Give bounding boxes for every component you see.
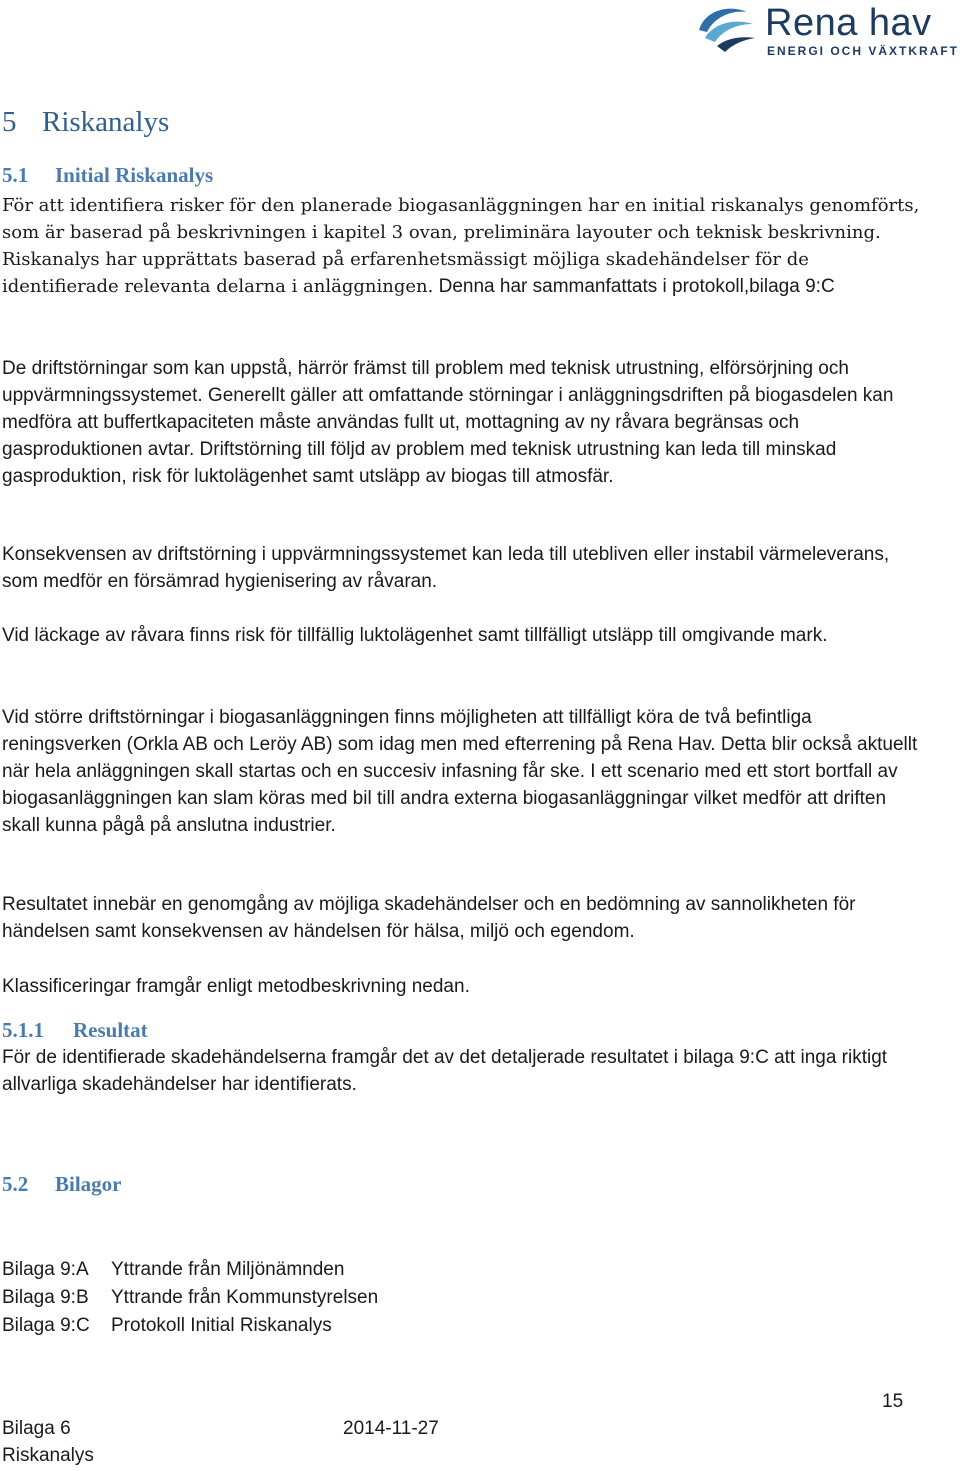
subsection-heading-5-2 [2,1172,122,1197]
section-number: 5 [2,106,17,138]
paragraph-intro [2,192,922,300]
logo-wordmark: Rena hav [765,2,932,44]
bilaga-row [2,1312,378,1340]
subsection-title: Resultat [73,1018,148,1042]
wave-logo-icon [695,2,759,54]
subsection-number: 5.1 [2,163,29,187]
subsection-heading-5-1-1 [2,1018,148,1043]
paragraph-intro-serif: För att identifiera risker för den planerade biogasanläggningen har en initial riskanalys genomförts, som är baserad på beskrivningen i kapitel 3 ovan, preliminära layouter och teknisk beskrivning. Riskanalys har upprättats baserad på erfarenhetsmässigt möjliga skadehändelser för de identifierade relevanta delarna i anläggningen. [2,195,920,297]
paragraph-storre-driftstorningar: Vid större driftstörningar i biogasanläggningen finns möjligheten att tillfälligt köra de två befintliga reningsverken (Orkla AB och Leröy AB) som idag men med efterrening på Rena Hav. Detta blir också aktuellt när hela anläggningen skall startas och en succesiv infasning får ske. I ett scenario med ett stort bortfall av biogasanläggningen kan slam köras med bil till andra externa biogasanläggningar vilket medför att driften skall kunna pågå på anslutna industrier. [2,707,918,836]
footer-doc-title: Riskanalys [2,1445,94,1466]
subsection-heading-5-1 [2,163,213,188]
paragraph-konsekvensen: Konsekvensen av driftstörning i uppvärmningssystemet kan leda till utebliven eller instabil värmeleverans, som medför en försämrad hygienisering av råvaran. [2,544,890,592]
logo-tagline: ENERGI OCH VÄXTKRAFT [767,44,960,58]
footer-doc-label: Bilaga 6 [2,1418,71,1439]
page-number: 15 [882,1391,904,1412]
bilagor-list [2,1256,378,1340]
bilaga-title: Yttrande från Miljönämnden [111,1259,345,1280]
bilaga-code: Bilaga 9:C [2,1315,90,1336]
paragraph-resultat: För de identifierade skadehändelserna framgår det av det detaljerade resultatet i bilaga 9:C att inga riktigt allvarliga skadehändelser har identifierats. [2,1047,888,1095]
bilaga-code: Bilaga 9:B [2,1287,89,1308]
paragraph-lackage: Vid läckage av råvara finns risk för tillfällig luktolägenhet samt tillfälligt utsläpp till omgivande mark. [2,625,828,646]
bilaga-title: Protokoll Initial Riskanalys [111,1315,332,1336]
paragraph-intro-sans: Denna har sammanfattats i protokoll,bilaga 9:C [433,276,835,297]
section-heading [2,106,169,139]
paragraph-driftstorningar: De driftstörningar som kan uppstå, härrör främst till problem med teknisk utrustning, elförsörjning och uppvärmningssystemet. Generellt gäller att omfattande störningar i anläggningsdriften på biogasdelen kan medföra att buffertkapaciteten måste användas fullt ut, mottagning av ny råvara begränsas och gasproduktionen avtar. Driftstörning till följd av problem med teknisk utrustning kan leda till minskad gasproduktion, risk för luktolägenhet samt utsläpp av biogas till atmosfär. [2,358,894,487]
bilaga-code: Bilaga 9:A [2,1259,89,1280]
subsection-title: Initial Riskanalys [55,163,214,187]
section-title: Riskanalys [42,106,170,138]
bilaga-row [2,1284,378,1312]
subsection-number: 5.1.1 [2,1018,44,1042]
paragraph-resultatet: Resultatet innebär en genomgång av möjliga skadehändelser och en bedömning av sannolikheten för händelsen samt konsekvensen av händelsen för hälsa, miljö och egendom. [2,894,856,942]
footer-date: 2014-11-27 [343,1418,439,1439]
paragraph-klassificeringar: Klassificeringar framgår enligt metodbeskrivning nedan. [2,976,470,997]
subsection-title: Bilagor [55,1172,122,1196]
bilaga-title: Yttrande från Kommunstyrelsen [111,1287,379,1308]
rena-hav-logo [695,2,960,60]
subsection-number: 5.2 [2,1172,29,1196]
bilaga-row [2,1256,378,1284]
